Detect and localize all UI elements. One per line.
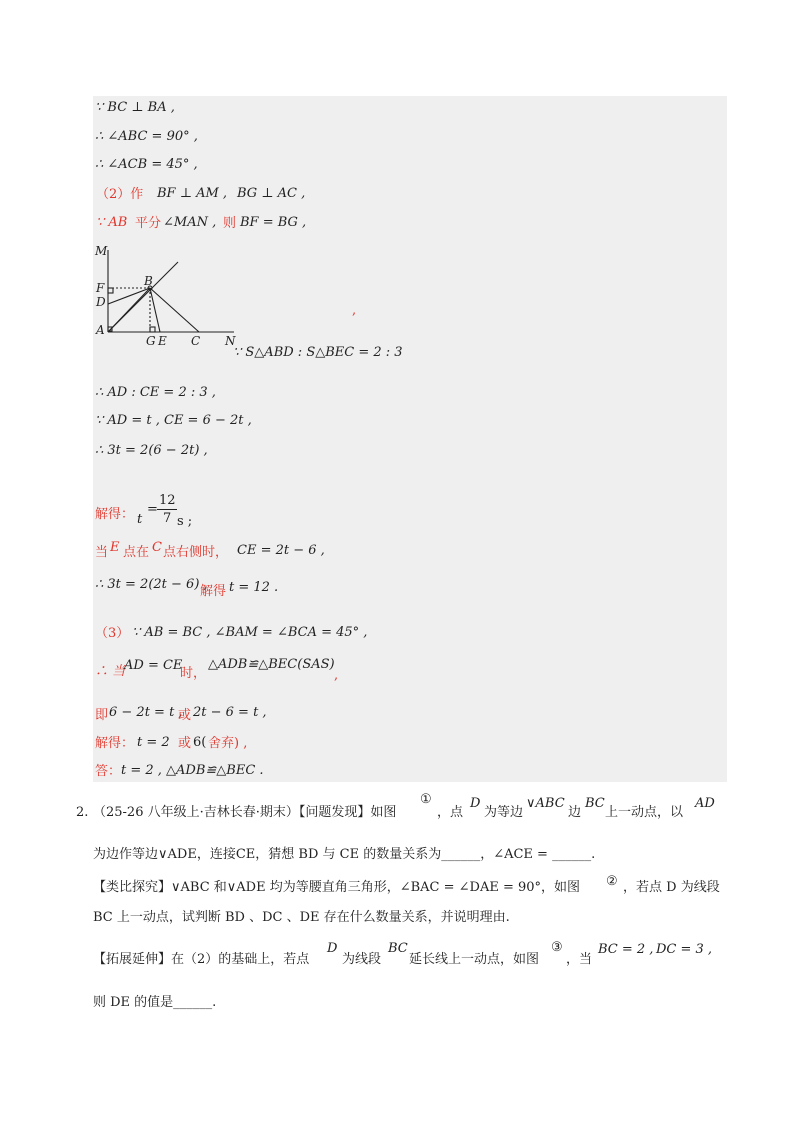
solution-line-14-comma: , [334,668,339,683]
solution-line-16-or: 或 [178,736,192,751]
solution-line-5-angle: ∠MAN , [163,215,217,230]
question-line-1-equilateral: 为等边 [484,805,524,820]
solution-line-16-label: 解得： [95,736,135,751]
solution-line-2: ∴ ∠ABC = 90° , [95,129,198,144]
label-e: E [158,334,167,348]
question-line-1-tri: ∨ABC [526,796,565,811]
solution-line-14-when: 时， [180,666,207,681]
solution-line-5-ab: ∵ AB [96,215,128,230]
solution-line-14-cond: AD = CE [124,658,183,673]
solution-line-10-label: 解得： [95,507,135,522]
question-line-5-bc: BC [388,941,408,956]
question-line-1-moving: 上一动点，以 [605,805,684,820]
solution-line-11-c: C [152,540,162,555]
solution-line-7: ∴ AD : CE = 2 : 3 , [95,385,216,400]
solution-line-15-eq1: 6 − 2t = t , [109,705,183,720]
question-line-5-d: D [327,941,338,956]
solution-line-14-congruent: △ADB≌△BEC(SAS) [208,657,335,672]
solution-line-12-result: t = 12 . [229,580,279,595]
figure-trailing-comma: , [352,303,357,318]
question-line-1-side: 边 [568,805,582,820]
question-line-1-ad: AD [695,796,715,811]
solution-line-10-denominator: 7 [163,511,172,526]
label-g: G [146,334,156,348]
solution-line-15-or: 或 [178,708,192,723]
label-a: A [96,323,105,337]
solution-line-14-therefore: ∴ 当 [95,664,126,679]
label-n: N [225,334,236,348]
solution-line-17-label: 答： [95,764,122,779]
solution-line-4-bg: BG ⊥ AC , [237,186,306,201]
solution-line-15-ie: 即 [95,708,109,723]
solution-line-5-bisect: 平分 [135,216,162,231]
solution-line-11-ce: CE = 2t − 6 , [237,543,325,558]
question-line-5-when: ，当 [566,952,593,967]
question-line-1-bc: BC [585,796,605,811]
fraction-bar [157,509,177,510]
solution-line-12: ∴ 3t = 2(2t − 6) , [95,577,208,592]
question-line-4: BC 上一动点，试判断 BD 、DC 、DE 存在什么数量关系，并说明理由. [93,910,510,925]
solution-line-6: ∵ S△ABD : S△BEC = 2 : 3 [233,345,403,360]
question-line-2: 为边作等边∨ADE，连接CE，猜想 BD 与 CE 的数量关系为______，∠ACE = ______. [93,847,596,862]
solution-line-11-right: 点右侧时， [163,545,229,560]
solution-line-17: t = 2 , △ADB≌△BEC . [121,763,264,778]
solution-line-11-at: 点在 [123,545,150,560]
solution-line-16-six: 6( [193,735,207,750]
figure-2-marker: ② [606,874,618,889]
label-f: F [96,281,105,295]
solution-line-13-label: （3） [95,626,130,641]
question-line-1-text: （25-26 八年级上·吉林长春·期末）【问题发现】如图 [93,805,397,820]
solution-line-10-numerator: 12 [159,493,176,508]
solution-line-11-when: 当 [95,545,109,560]
question-line-5-text: 【拓展延伸】在（2）的基础上，若点 [93,952,310,967]
solution-line-9: ∴ 3t = 2(6 − 2t) , [95,443,208,458]
solution-line-1: ∵ BC ⊥ BA , [95,100,175,115]
solution-line-8: ∵ AD = t , CE = 6 − 2t , [95,413,252,428]
solution-line-5-then: 则 [223,216,237,231]
figure-1-marker: ① [420,792,432,807]
label-d: D [96,295,106,309]
solution-line-3: ∴ ∠ACB = 45° , [95,157,198,172]
solution-line-4-label: （2）作 [96,187,144,202]
solution-line-15-eq2: 2t − 6 = t , [193,705,267,720]
geometry-figure [94,242,244,350]
figure-3-marker: ③ [551,940,563,955]
question-line-5-segment: 为线段 [342,952,382,967]
solution-line-5-eq: BF = BG , [240,215,307,230]
solution-line-13: ∵ AB = BC , ∠BAM = ∠BCA = 45° , [132,625,368,640]
solution-line-10-t: t [137,512,143,527]
label-m: M [95,244,108,258]
solution-line-16-discard: 舍弃) , [208,736,248,751]
question-line-5-extension: 延长线上一动点，如图 [409,952,540,967]
solution-line-12-solve: 解得 [200,584,227,599]
solution-line-11-e: E [110,540,120,555]
question-line-6: 则 DE 的值是______. [93,995,217,1010]
solution-line-4-bf: BF ⊥ AM , [157,186,228,201]
question-line-5-dc-value: DC = 3 , [656,942,713,957]
question-line-1-point: ，点 [437,805,464,820]
solution-line-10-unit: s ; [177,514,193,529]
question-number: 2. [76,805,89,820]
question-line-1-d: D [470,796,481,811]
question-line-3-end: ，若点 D 为线段 [623,880,720,895]
label-b: B [144,274,153,288]
label-c: C [191,334,201,348]
question-line-3: 【类比探究】∨ABC 和∨ADE 均为等腰直角三角形，∠BAC = ∠DAE = 90°，如图 [93,880,581,895]
question-line-5-bc-value: BC = 2 , [598,942,654,957]
solution-line-10-eq: = [147,502,158,517]
solution-line-16-t: t = 2 [137,735,170,750]
